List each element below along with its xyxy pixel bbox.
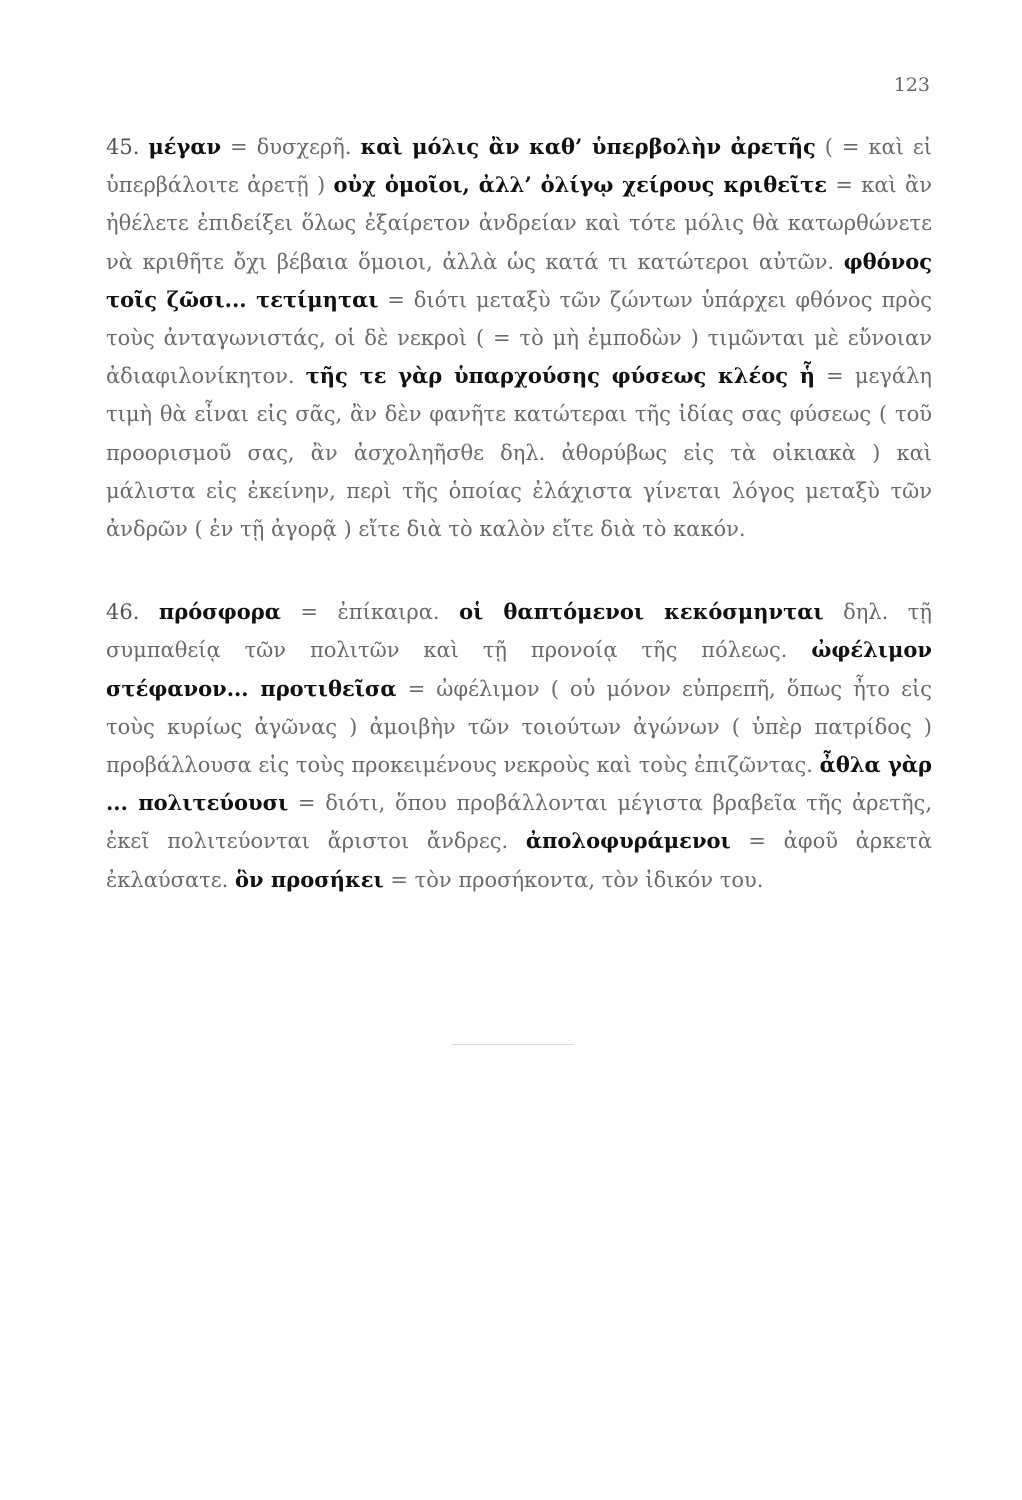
lemma: καὶ μόλις ἂν καθ’ ὑπερβολὴν ἀρετῆς — [360, 134, 816, 159]
lemma: οὐχ ὁμοῖοι, ἀλλ’ ὀλίγῳ χείρους κριθεῖτε — [333, 172, 828, 198]
lemma: ὃν προσήκει — [235, 866, 384, 892]
gloss: = μεγάλη τιμὴ θὰ εἶναι εἰς σᾶς, ἂν δὲν φανῆτε κατώτεραι τῆς ἰδίας σας φύσεως ( τοῦ προορισμοῦ σας, ἂν ἀσχοληῆσθε δηλ. ἀθορύβως εἰς τὰ οἰκιακὰ ) καὶ μάλιστα εἰς ἐκείνην, περὶ τῆς ὁποίας ἐλάχιστα γίνεται λόγος μεταξὺ τῶν ἀνδρῶν ( ἐν τῇ ἀγορᾷ ) εἴτε διὰ τὸ καλὸν εἴτε διὰ τὸ κακόν. — [106, 364, 932, 542]
gloss: ( = καὶ εἰ ὑπερβάλοιτε ἀρετῇ ) — [106, 135, 933, 198]
gloss: = ὠφέλιμον ( οὐ μόνον εὐπρεπῆ, ὅπως ἦτο εἰς τοὺς κυρίως ἀγῶνας ) ἀμοιβὴν τῶν τοιούτων ἀγώνων ( ὑπὲρ πατρίδος ) προβάλλουσα εἰς τοὺς προκειμένους νεκροὺς καὶ τοὺς ἐπιζῶντας. — [106, 676, 933, 778]
page-number: 123 — [893, 74, 930, 96]
lemma: μέγαν — [148, 134, 222, 159]
footer-divider — [452, 1044, 574, 1045]
gloss: = ἐπίκαιρα. — [280, 600, 460, 625]
gloss: δηλ. τῇ συμπαθείᾳ τῶν πολιτῶν καὶ τῇ προνοίᾳ τῆς πόλεως. — [106, 600, 932, 663]
lemma: πρόσφορα — [158, 599, 281, 625]
note-number: 45. — [106, 135, 149, 159]
lemma: ὠφέλιμον στέφανον... προτιθεῖσα — [106, 637, 932, 701]
lemma: ἀπολοφυράμενοι — [525, 828, 731, 854]
note-46 — [106, 593, 932, 899]
lemma: τῆς τε γὰρ ὑπαρχούσης φύσεως κλέος ἧ — [305, 363, 816, 389]
note-number: 46. — [106, 600, 159, 625]
commentary-text — [106, 128, 932, 899]
gloss: = διότι, ὅπου προβάλλονται μέγιστα βραβεῖα τῆς ἀρετῆς, ἐκεῖ πολιτεύονται ἄριστοι ἄνδρες. — [106, 791, 932, 854]
gloss: = καὶ ἂν ἠθέλετε ἐπιδείξει ὅλως ἐξαίρετον ἀνδρείαν καὶ τότε μόλις θὰ κατωρθώνετε νὰ κριθῆτε ὄχι βέβαια ὅμοιοι, ἀλλὰ ὡς κατά τι κατώτεροι αὐτῶν. — [106, 173, 933, 274]
gloss: = διότι μεταξὺ τῶν ζώντων ὑπάρχει φθόνος πρὸς τοὺς ἀνταγωνιστάς, οἱ δὲ νεκροὶ ( = τὸ μὴ ἐμποδὼν ) τιμῶνται μὲ εὔνοιαν ἀδιαφιλονίκητον. — [106, 287, 932, 389]
lemma: οἱ θαπτόμενοι κεκόσμηνται — [459, 599, 824, 625]
lemma: φθόνος τοῖς ζῶσι... τετίμηται — [106, 248, 932, 312]
gloss: = δυσχερῆ. — [221, 135, 361, 159]
gloss: = τὸν προσήκοντα, τὸν ἰδικόν του. — [383, 867, 764, 892]
lemma: ἆθλα γὰρ ... πολιτεύουσι — [106, 752, 933, 816]
note-45 — [106, 128, 932, 548]
gloss: = ἀφοῦ ἀρκετὰ ἐκλαύσατε. — [106, 829, 933, 892]
